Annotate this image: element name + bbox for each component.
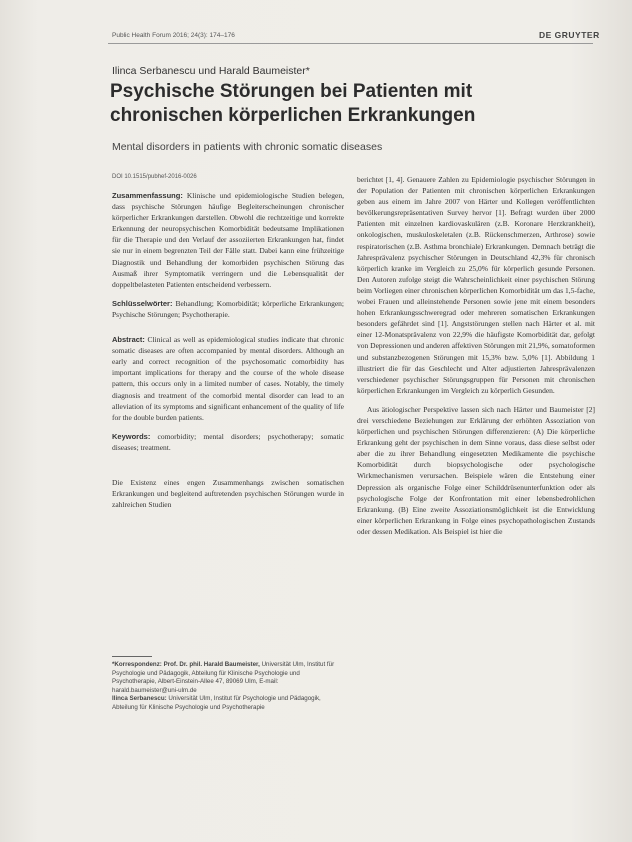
journal-header: Public Health Forum 2016; 24(3): 174–176	[112, 32, 235, 39]
footnote-author	[112, 695, 344, 712]
abstract-de	[112, 190, 344, 290]
right-column	[357, 174, 595, 545]
keywords-en-label: Keywords:	[112, 431, 151, 441]
doi: DOI 10.1515/pubhef-2016-0026	[112, 174, 197, 180]
keywords-de-label: Schlüsselwörter:	[112, 298, 173, 308]
abstract-en-text: Clinical as well as epidemiological studies indicate that chronic somatic diseases are often accompanied by mental disorders. Although an early and correct recognition of the psychosomatic comorbidity has important implications for therapy and the course of the whole disease pattern, this occurs only in a limited number of cases. Notably, the timely diagnosis and treatment of the comorbid mental disorder can lead to an alleviation of its symptoms and significant enhancement of the quality of life for the double burden patients.	[112, 335, 345, 422]
footnote-text: Universität Ulm, Institut für Psychologie und Pädagogik, Abteilung für Klinische Psychologie und Psychotherapie, Albert-Einstein-Allee 47, 89069 Ulm, E-mail: harald.baumeister@uni-ulm.de	[112, 661, 335, 694]
left-column	[112, 190, 344, 518]
authors: Ilinca Serbanescu und Harald Baumeister*	[112, 65, 310, 77]
footnote-author-label: Ilinca Serbanescu:	[112, 695, 167, 703]
keywords-en-text: comorbidity; mental disorders; psychotherapy; somatic diseases; treatment.	[112, 431, 344, 452]
footnote-rule	[112, 656, 152, 657]
keywords-de	[112, 298, 344, 320]
body-paragraph: Die Existenz eines engen Zusammenhangs zwischen somatischen Erkrankungen und begleitend auftretenden psychischen Störungen wurde in zahlreichen Studien	[112, 477, 344, 510]
article-subtitle: Mental disorders in patients with chronic somatic diseases	[112, 141, 383, 153]
abstract-en-label: Abstract:	[112, 335, 145, 345]
footnote-label: *Korrespondenz: Prof. Dr. phil. Harald Baumeister,	[112, 661, 260, 668]
footnote	[112, 661, 344, 713]
keywords-de-text: Behandlung; Komorbidität; körperliche Erkrankungen; Psychische Störungen; Psychotherapie.	[112, 298, 345, 319]
body-paragraph: Aus ätiologischer Perspektive lassen sich nach Härter und Baumeister [2] drei verschiedene Beziehungen zur Erklärung der erhöhten Assoziation von körperlichen und psychischen Störungen differenzieren: (A) Die körperliche Erkrankung geht der psychischen in dem Sinne voraus, dass diese selbst oder aber die zu ihrer Behandlung eingesetzten Medikamente die psychische Komorbidität durch biopsychologische oder psychologische Wirkmechanismen verursachen. Beispiele wären die Entstehung einer Depression als organische Folge einer Schilddrüsenunterfunktion oder als psychologische Folge der Konfrontation mit einer lebensbedrohlichen Erkrankung. (B) Eine zweite Assoziationsmöglichkeit ist die Entwicklung einer körperlichen Erkrankung in Folge eines psychopathologischen Zustands oder dessen Medikation. Als Beispiel ist hier die	[357, 404, 595, 536]
footnote-author-text: Universität Ulm, Institut für Psychologie und Pädagogik, Abteilung für Klinische Psychologie und Psychotherapie	[112, 695, 321, 711]
publisher-logo: DE GRUYTER	[539, 30, 600, 40]
keywords-en	[112, 431, 344, 453]
footnote-corresponding	[112, 661, 344, 695]
abstract-de-label: Zusammenfassung:	[112, 191, 183, 200]
abstract-en	[112, 334, 344, 423]
body-paragraph: berichtet [1, 4]. Genauere Zahlen zu Epidemiologie psychischer Störungen in der Population der Patienten mit chronischen körperlichen Erkrankungen geben aus einem im Jahre 2007 von Härter und Kollegen veröffentlichten bevölkerungsrepräsentativen Survey hervor [1]. Befragt wurden über 2000 Patienten mit einzelnen kardiovaskulären (z.B. Koronare Herzkrankheit), onkologischen, muskuloskeletalen (z.B. Rückenschmerzen, Arthrose) sowie respiratorischen (z.B. Asthma bronchiale) Erkrankungen. Demnach beträgt die Jahresprävalenz psychischer Störungen in Deutschland 42,3% für chronisch körperlich kranke im Vergleich zu 25,0% für körperlich gesunde Personen. Den Autoren zufolge steigt die Wahrscheinlichkeit einer psychischen Störung beim Vorliegen einer chronischen körperlichen Komorbidität um das 1,5-fache, wobei Frauen und alleinstehende Personen sowie jene mit einem besonders hohen Erkrankungsschweregrad oder mehreren somatischen Erkrankungen besonders gefährdet sind [1]. Angststörungen stellen nach Härter et al. mit einer 12-Monatsprävalenz von 22,9% die häufigste Komorbidität dar, gefolgt von Depressionen und anderen affektiven Störungen mit 21,9%, somatoformen und substanzbezogenen Störungen mit 15,3% bzw. 5,0% [1]. Abbildung 1 illustriert die für das Geschlecht und Alter adjustierten Jahresprävalenzen verschiedener psychischer Störungsgruppen für Personen mit chronischen körperlichen Erkrankungen im Vergleich zu körperlich Gesunden.	[357, 175, 595, 395]
header-rule	[108, 43, 593, 44]
article-title: Psychische Störungen bei Patienten mit chronischen körperlichen Erkrankungen	[110, 81, 476, 126]
abstract-de-text: Klinische und epidemiologische Studien belegen, dass psychische Störungen häufige Begleiterscheinungen chronischer körperlicher Erkrankungen darstellen. Obwohl die rechtzeitige und korrekte Erkennung der neuropsychischen Komorbidität bedeutsame Implikationen für die Therapie und den Verlauf der assoziierten Erkrankungen hat, findet sie nur in einem begrenzten Teil der Fälle statt. Dabei kann eine frühzeitige Diagnostik und Behandlung der komorbiden psychischen Störung das Ausmaß ihrer Symptomatik verringern und die Lebensqualität der doppeltbelasteten Patienten entscheidend verbessern.	[112, 191, 345, 289]
